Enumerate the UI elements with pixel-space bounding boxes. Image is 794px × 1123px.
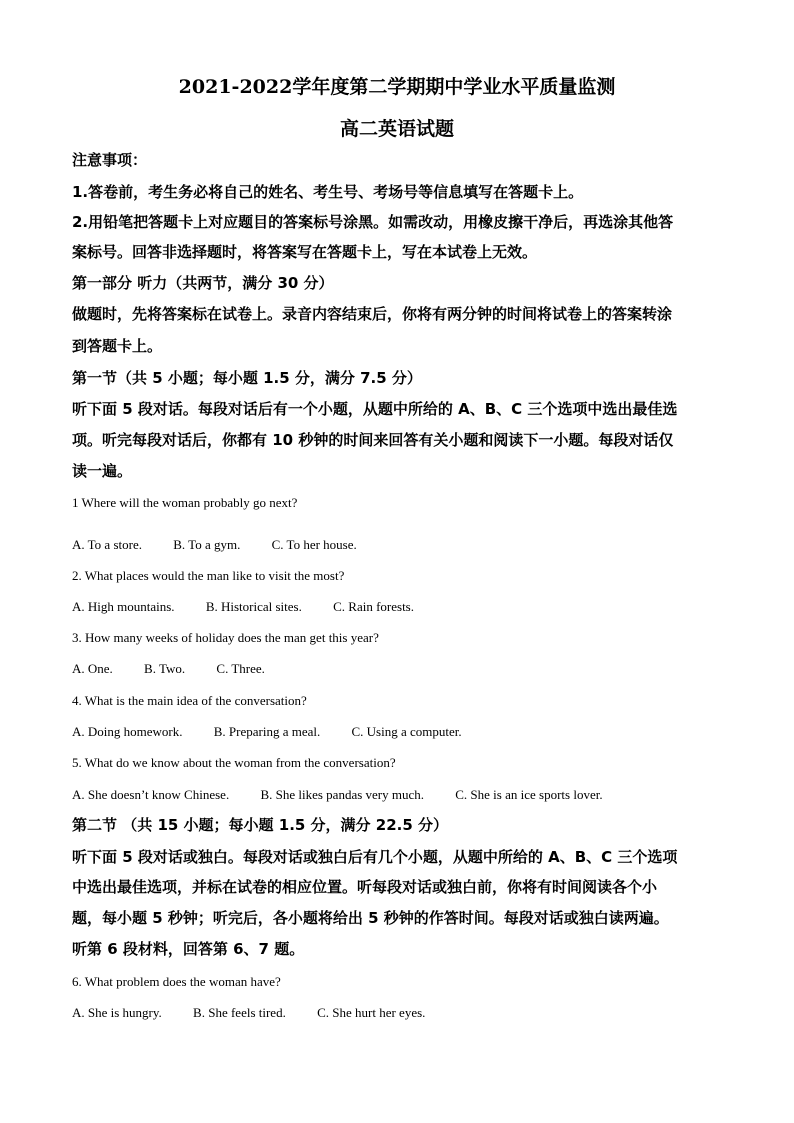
answer-options (72, 787, 722, 803)
notice-item: 2.用铅笔把答题卡上对应题目的答案标号涂黑。如需改动，用橡皮擦干净后，再选涂其他答 (72, 213, 674, 231)
option-b: B. Preparing a meal. (213, 724, 321, 739)
section1-heading: 第一节（共 5 小题；每小题 1.5 分，满分 7.5 分） (72, 369, 422, 387)
question-text: 4. What is the main idea of the conversation? (72, 693, 307, 708)
notice-item: 1.答卷前，考生务必将自己的姓名、考生号、考场号等信息填写在答题卡上。 (72, 183, 584, 201)
section1-instruction: 读一遍。 (72, 462, 133, 480)
option-b: B. Historical sites. (205, 599, 302, 614)
section2-instruction: 听下面 5 段对话或独白。每段对话或独白后有几个小题，从题中所给的 A、B、C 三个选项 (72, 848, 678, 866)
answer-options (72, 1005, 722, 1021)
answer-options (72, 599, 722, 615)
part1-instruction: 到答题卡上。 (72, 337, 163, 355)
answer-options (72, 661, 722, 677)
option-b: B. She likes pandas very much. (260, 787, 425, 802)
question-text: 1 Where will the woman probably go next? (72, 495, 298, 510)
option-a: A. One. (72, 661, 113, 676)
question-text: 2. What places would the man like to visit the most? (72, 568, 345, 583)
option-c: C. Using a computer. (351, 724, 462, 739)
option-c: C. Rain forests. (333, 599, 414, 614)
option-c: C. She is an ice sports lover. (455, 787, 603, 802)
question-text: 6. What problem does the woman have? (72, 974, 281, 989)
option-b: B. She feels tired. (193, 1005, 286, 1020)
section2-instruction: 中选出最佳选项，并标在试卷的相应位置。听每段对话或独白前，你将有时间阅读各个小 (72, 878, 658, 896)
part1-heading: 第一部分 听力（共两节，满分 30 分） (72, 274, 334, 292)
section1-instruction: 听下面 5 段对话。每段对话后有一个小题，从题中所给的 A、B、C 三个选项中选出最佳选 (72, 400, 678, 418)
option-c: C. To her house. (271, 537, 357, 552)
answer-options (72, 724, 722, 740)
section2-heading: 第二节 （共 15 小题；每小题 1.5 分，满分 22.5 分） (72, 816, 449, 834)
option-a: A. High mountains. (72, 599, 175, 614)
question-text: 3. How many weeks of holiday does the man get this year? (72, 630, 379, 645)
question-text: 5. What do we know about the woman from the conversation? (72, 755, 396, 770)
option-c: C. She hurt her eyes. (317, 1005, 426, 1020)
exam-title: 2021-2022学年度第二学期期中学业水平质量监测 (178, 76, 616, 98)
material-heading: 听第 6 段材料，回答第 6、7 题。 (72, 940, 305, 958)
section1-instruction: 项。听完每段对话后，你都有 10 秒钟的时间来回答有关小题和阅读下一小题。每段对话仅 (72, 431, 674, 449)
notice-item: 案标号。回答非选择题时，将答案写在答题卡上，写在本试卷上无效。 (72, 243, 538, 261)
option-a: A. She doesn’t know Chinese. (72, 787, 230, 802)
option-b: B. Two. (144, 661, 186, 676)
answer-options (72, 537, 722, 553)
exam-subtitle: 高二英语试题 (339, 118, 454, 140)
section2-instruction: 题，每小题 5 秒钟；听完后，各小题将给出 5 秒钟的作答时间。每段对话或独白读两遍。 (72, 909, 669, 927)
option-a: A. Doing homework. (72, 724, 183, 739)
option-a: A. She is hungry. (72, 1005, 162, 1020)
option-c: C. Three. (216, 661, 265, 676)
option-a: A. To a store. (72, 537, 142, 552)
notice-heading: 注意事项： (72, 151, 148, 169)
option-b: B. To a gym. (173, 537, 241, 552)
part1-instruction: 做题时，先将答案标在试卷上。录音内容结束后，你将有两分钟的时间将试卷上的答案转涂 (72, 305, 673, 323)
